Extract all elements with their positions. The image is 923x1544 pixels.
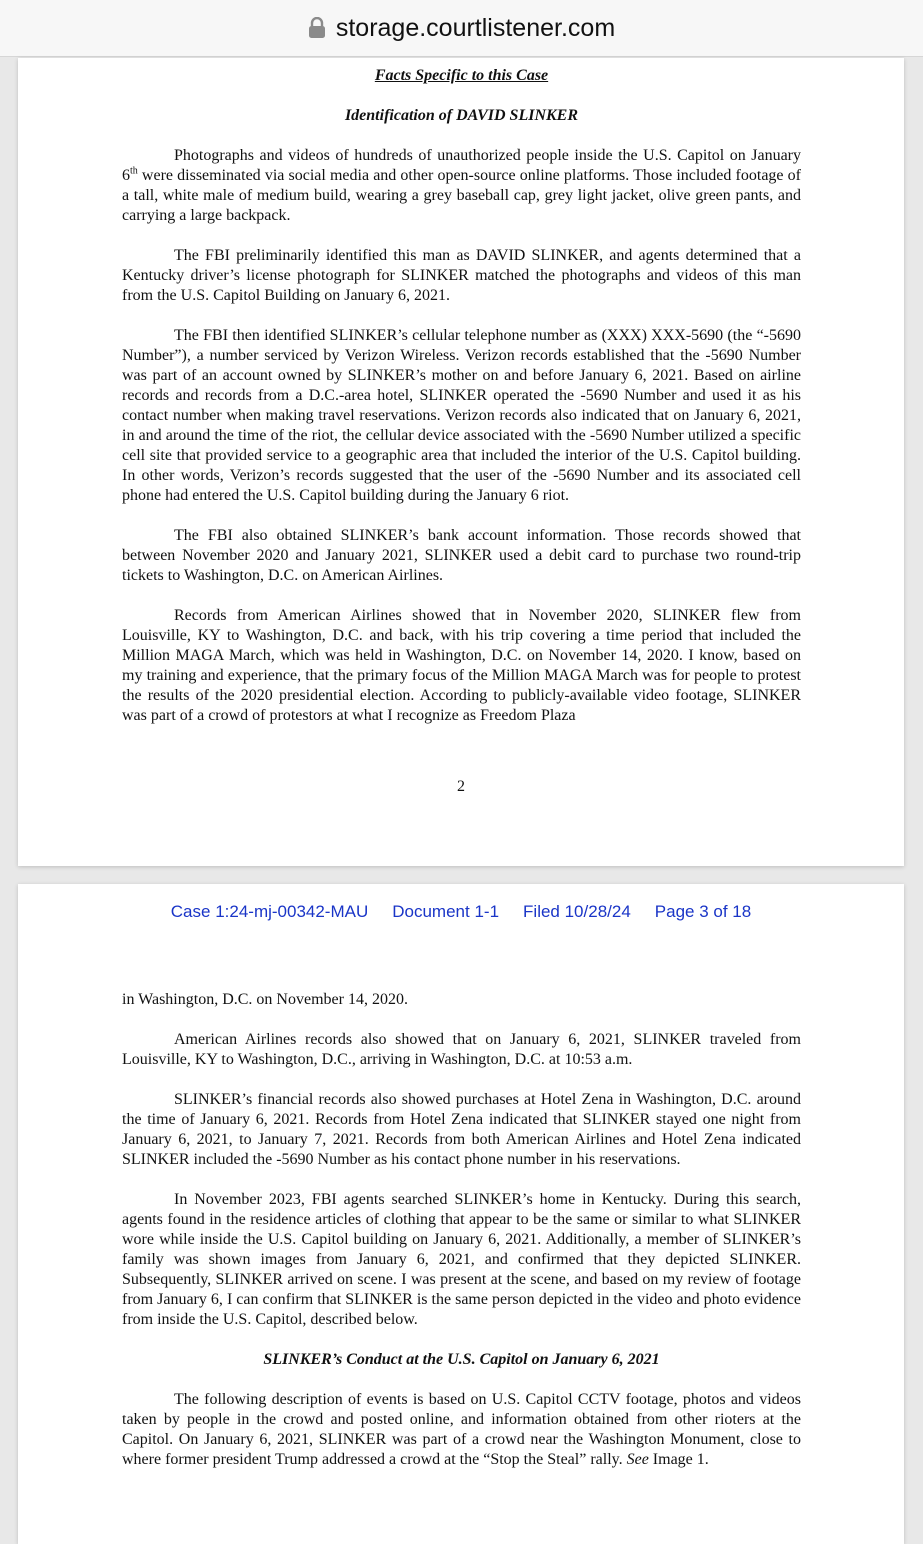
paragraph: The following description of events is based on U.S. Capitol CCTV footage, photos and videos taken by people in the crowd and posted online, and information obtained from other rioters at the Capitol. On January 6, 2021, SLINKER was part of a crowd near the Washington Monument, close to where former president Trump addressed a crowd at the “Stop the Steal” rally. See Image 1.	[122, 1391, 801, 1468]
case-number: Case 1:24-mj-00342-MAU	[170, 902, 369, 921]
paragraph: Records from American Airlines showed that in November 2020, SLINKER flew from Louisville, KY to Washington, D.C. and back, with his trip covering a time period that included the Million MAGA March, which was held in Washington, D.C. on November 14, 2020. I know, based on my training and experience, that the primary focus of the Million MAGA March was for people to protest the results of the 2020 presidential election. According to publicly-available video footage, SLINKER was part of a crowd of protestors at what I recognize as Freedom Plaza	[122, 607, 801, 724]
paragraph: The FBI then identified SLINKER’s cellular telephone number as (XXX) XXX-5690 (the “-5690 Number”), a number serviced by Verizon Wireless. Verizon records established that the -5690 Number was part of an account owned by SLINKER’s mother on and before January 6, 2021. Based on airline records and records from a D.C.-area hotel, SLINKER operated the -5690 Number and used it as his contact number when making travel reservations. Verizon records also indicated that on January 6, 2021, in and around the time of the riot, the cellular device associated with the -5690 Number utilized a specific cell site that provided service to a geographic area that included the interior of the U.S. Capitol building. In other words, Verizon’s records suggested that the user of the -5690 Number and its associated cell phone had entered the U.S. Capitol building during the January 6 riot.	[122, 327, 801, 504]
section-heading: Facts Specific to this Case	[374, 67, 549, 84]
page-body	[122, 990, 801, 1470]
lock-icon	[308, 17, 326, 39]
document-number: Document 1-1	[392, 902, 500, 921]
page-count: Page 3 of 18	[654, 902, 752, 921]
document-page-3	[18, 884, 904, 1544]
paragraph: SLINKER’s financial records also showed purchases at Hotel Zena in Washington, D.C. around the time of January 6, 2021. Records from Hotel Zena indicated that SLINKER stayed one night from January 6, 2021, to January 7, 2021. Records from both American Airlines and Hotel Zena indicated SLINKER included the -5690 Number as his contact phone number in his reservations.	[122, 1091, 801, 1168]
subsection-heading: Identification of DAVID SLINKER	[344, 107, 579, 124]
filed-date: Filed 10/28/24	[523, 902, 631, 921]
paragraph: The FBI preliminarily identified this man as DAVID SLINKER, and agents determined that a Kentucky driver’s license photograph for SLINKER matched the photographs and videos of this man from the U.S. Capitol Building on January 6, 2021.	[122, 247, 801, 304]
paragraph: in Washington, D.C. on November 14, 2020.	[122, 991, 408, 1008]
paragraph: The FBI also obtained SLINKER’s bank account information. Those records showed that between November 2020 and January 2021, SLINKER used a debit card to purchase two round-trip tickets to Washington, D.C. on American Airlines.	[122, 527, 801, 584]
page-body	[122, 66, 801, 726]
paragraph: American Airlines records also showed that on January 6, 2021, SLINKER traveled from Louisville, KY to Washington, D.C., arriving in Washington, D.C. at 10:53 a.m.	[122, 1031, 801, 1068]
paragraph: In November 2023, FBI agents searched SLINKER’s home in Kentucky. During this search, agents found in the residence articles of clothing that appear to be the same or similar to what SLINKER wore while inside the U.S. Capitol building on January 6, 2021. Additionally, a member of SLINKER’s family was shown images from January 6, 2021, and confirmed that they depicted SLINKER. Subsequently, SLINKER arrived on scene. I was present at the scene, and based on my review of footage from January 6, I can confirm that SLINKER is the same person depicted in the video and photo evidence from inside the U.S. Capitol, described below.	[122, 1191, 801, 1328]
subsection-heading: SLINKER’s Conduct at the U.S. Capitol on January 6, 2021	[263, 1351, 660, 1368]
url-text: storage.courtlistener.com	[335, 13, 616, 42]
paragraph: Photographs and videos of hundreds of unauthorized people inside the U.S. Capitol on January 6th were disseminated via social media and other open-source online platforms. Those included footage of a tall, white male of medium build, wearing a grey baseball cap, grey light jacket, olive green pants, and carrying a large backpack.	[122, 147, 801, 224]
address-bar[interactable]	[0, 0, 923, 57]
case-header	[18, 902, 904, 922]
page-number: 2	[457, 778, 465, 795]
document-page-2	[18, 58, 904, 866]
